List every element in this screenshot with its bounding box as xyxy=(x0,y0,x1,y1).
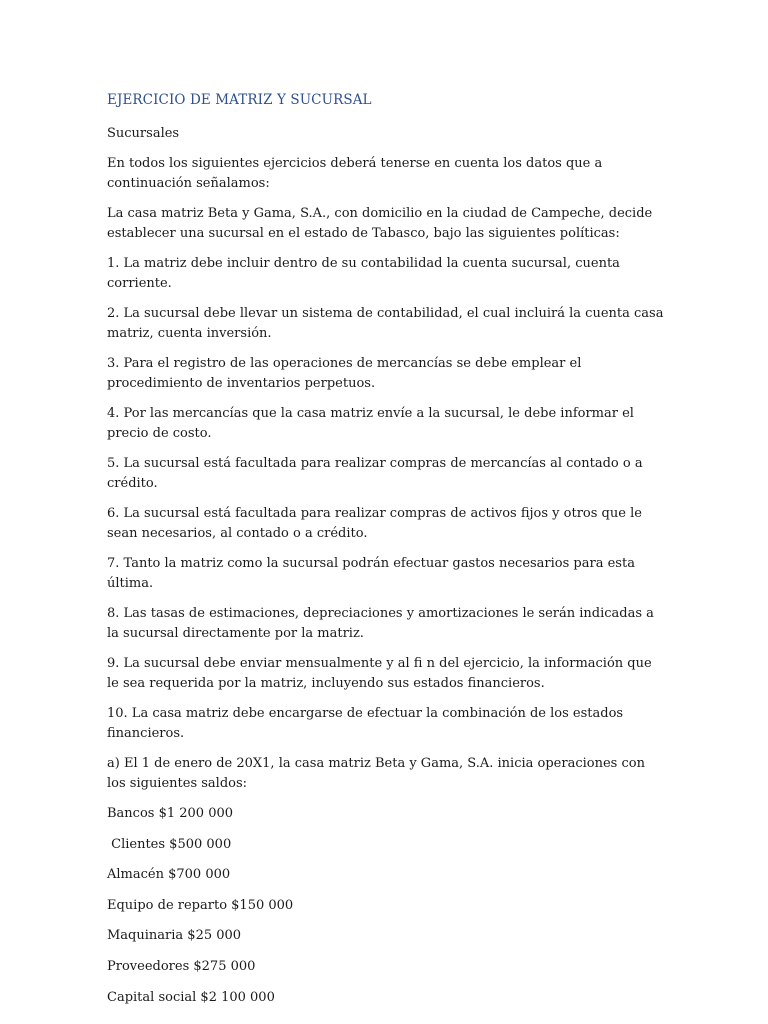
policy-item-10: 10. La casa matriz debe encargarse de efectuar la combinación de los estados financieros. xyxy=(107,706,624,741)
policy-item-9: 9. La sucursal debe enviar mensualmente y al fi n del ejercicio, la información que le sea requerida por la matriz, incluyendo sus estados financieros. xyxy=(107,656,652,691)
balance-line-bancos: Bancos $1 200 000 xyxy=(107,806,234,821)
policy-item-5: 5. La sucursal está facultada para realizar compras de mercancías al contado o a crédito. xyxy=(107,456,643,491)
document-heading: EJERCICIO DE MATRIZ Y SUCURSAL xyxy=(107,92,372,108)
policy-item-3: 3. Para el registro de las operaciones de mercancías se debe emplear el procedimiento de inventarios perpetuos. xyxy=(107,356,582,391)
balance-line-equipo-reparto: Equipo de reparto $150 000 xyxy=(107,897,294,913)
context-paragraph: La casa matriz Beta y Gama, S.A., con domicilio en la ciudad de Campeche, decide establecer una sucursal en el estado de Tabasco, bajo las siguientes políticas: xyxy=(107,206,653,241)
intro-paragraph: En todos los siguientes ejercicios deberá tenerse en cuenta los datos que a continuación señalamos: xyxy=(107,156,603,191)
policy-item-6: 6. La sucursal está facultada para realizar compras de activos fijos y otros que le sean necesarios, al contado o a crédito. xyxy=(107,506,642,541)
balance-line-capital-social: Capital social $2 100 000 xyxy=(107,989,275,1005)
policy-item-4: 4. Por las mercancías que la casa matriz envíe a la sucursal, le debe informar el precio de costo. xyxy=(107,406,634,441)
policy-item-2: 2. La sucursal debe llevar un sistema de contabilidad, el cual incluirá la cuenta casa matriz, cuenta inversión. xyxy=(107,306,664,341)
balance-line-almacen: Almacén $700 000 xyxy=(107,867,231,883)
balance-line-proveedores: Proveedores $275 000 xyxy=(107,958,256,974)
section-subtitle: Sucursales xyxy=(107,126,180,141)
policy-item-1: 1. La matriz debe incluir dentro de su contabilidad la cuenta sucursal, cuenta corriente. xyxy=(107,256,620,291)
balance-line-maquinaria: Maquinaria $25 000 xyxy=(107,928,242,944)
policy-item-8: 8. Las tasas de estimaciones, depreciaciones y amortizaciones le serán indicadas a la sucursal directamente por la matriz. xyxy=(107,606,654,641)
policy-item-7: 7. Tanto la matriz como la sucursal podrán efectuar gastos necesarios para esta última. xyxy=(107,556,635,591)
exercise-statement: a) El 1 de enero de 20X1, la casa matriz Beta y Gama, S.A. inicia operaciones con los siguientes saldos: xyxy=(107,756,645,791)
document-page xyxy=(107,90,667,1018)
balance-line-clientes: Clientes $500 000 xyxy=(107,836,232,852)
